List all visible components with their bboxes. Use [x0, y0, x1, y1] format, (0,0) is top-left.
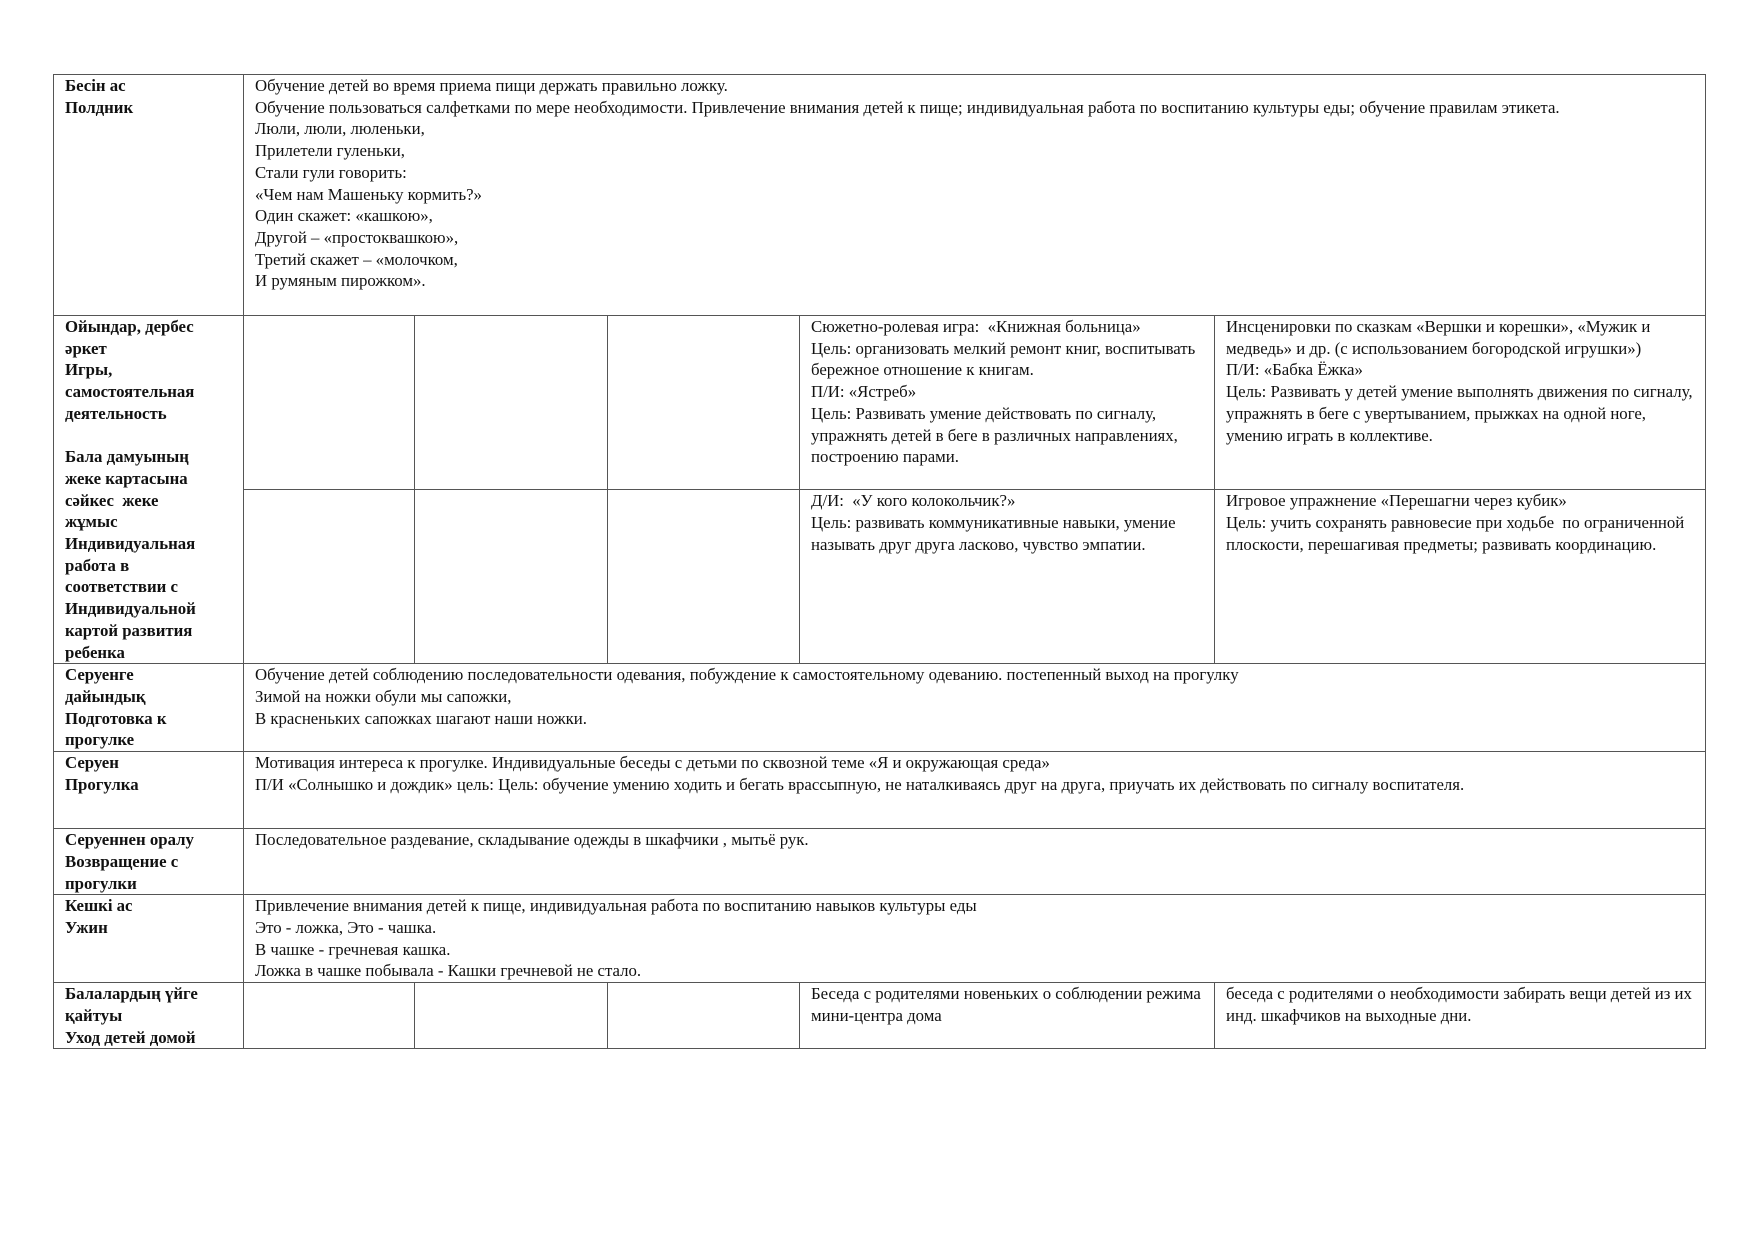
header-text: соответствии с: [65, 577, 178, 597]
row-header-games: [54, 316, 244, 664]
snack-content: [244, 75, 1706, 316]
individual-friday-cell: [1215, 490, 1706, 664]
empty-cell: [415, 490, 608, 664]
content-line: Цель: Развивать у детей умение выполнять движения по сигналу, упражнять в беге с увертыванием, прыжках на одной ноге, умению играть в коллективе.: [1226, 382, 1697, 445]
header-text: Серуенге: [65, 665, 134, 685]
return-content: [244, 829, 1706, 895]
table-row-going-home: [54, 983, 1706, 1049]
content-line: Цель: учить сохранять равновесие при ходьбе по ограниченной плоскости, перешагивая предметы; развивать координацию.: [1226, 512, 1689, 554]
poem-line: Прилетели гуленьки,: [255, 141, 405, 161]
content-line: Обучение детей во время приема пищи держать правильно ложку.: [255, 76, 728, 95]
header-text: Прогулка: [65, 774, 139, 794]
header-text: самостоятельная: [65, 382, 195, 402]
content-line: Последовательное раздевание, складывание одежды в шкафчики , мытьё рук.: [255, 830, 809, 850]
row-header-snack: [54, 75, 244, 316]
header-text: Серуеннен оралу: [65, 830, 194, 850]
poem-line: Ложка в чашке побывала - Кашки гречневой не стало.: [255, 961, 642, 981]
empty-cell: [608, 316, 800, 490]
header-text: Игры,: [65, 360, 113, 380]
poem-line: «Чем нам Машеньку кормить?»: [255, 184, 482, 204]
content-line: Цель: Развивать умение действовать по сигналу, упражнять детей в беге в различных направлениях, построению парами.: [811, 403, 1187, 467]
content-line: П/И: «Бабка Ёжка»: [1226, 360, 1363, 380]
header-text: жеке картасына: [65, 468, 188, 488]
row-header-walk-prep: [54, 664, 244, 752]
content-line: В красненьких сапожках шагают наши ножки.: [255, 708, 587, 728]
header-text: жұмыс: [65, 512, 118, 532]
content-line: Цель: организовать мелкий ремонт книг, воспитывать бережное отношение к книгам.: [811, 338, 1200, 380]
content-line: Сюжетно-ролевая игра: «Книжная больница»: [811, 317, 1141, 336]
header-text: Ужин: [65, 918, 108, 938]
dinner-content: [244, 895, 1706, 983]
games-thursday-cell: [800, 316, 1215, 490]
table-row-individual: [54, 490, 1706, 664]
header-text: Бесін ас: [65, 76, 126, 95]
table-row-return: [54, 829, 1706, 895]
header-text: прогулки: [65, 873, 137, 893]
content-line: Мотивация интереса к прогулке. Индивидуальные беседы с детьми по сквозной теме «Я и окружающая среда»: [255, 753, 1050, 773]
header-text: картой развития: [65, 620, 193, 640]
poem-line: Люли, люли, люленьки,: [255, 119, 425, 139]
games-friday-cell: [1215, 316, 1706, 490]
content-line: Привлечение внимания детей к пище, индивидуальная работа по воспитанию навыков культуры еды: [255, 896, 977, 916]
content-line: П/И «Солнышко и дождик» цель: Цель: обучение умению ходить и бегать врассыпную, не наталкиваясь друг на друга, приучать их действовать по сигналу воспитателя.: [255, 774, 1465, 794]
empty-cell: [244, 316, 415, 490]
header-text: Индивидуальная: [65, 534, 196, 554]
empty-cell: [608, 983, 800, 1049]
header-text: Возвращение с: [65, 851, 179, 871]
poem-line: Один скажет: «кашкою»,: [255, 206, 433, 226]
header-text: Серуен: [65, 753, 119, 773]
content-line: Цель: развивать коммуникативные навыки, умение называть друг друга ласково, чувство эмпатии.: [811, 512, 1180, 554]
table-row-dinner: [54, 895, 1706, 983]
row-header-return: [54, 829, 244, 895]
content-line: П/И: «Ястреб»: [811, 382, 917, 402]
poem-line: Это - ложка, Это - чашка.: [255, 918, 437, 938]
content-line: беседа с родителями о необходимости забирать вещи детей из их инд. шкафчиков на выходные дни.: [1226, 984, 1697, 1026]
header-text: деятельность: [65, 403, 167, 423]
table-row-games: [54, 316, 1706, 490]
poem-line: Третий скажет – «молочком,: [255, 249, 458, 269]
row-header-walk: [54, 752, 244, 829]
content-line: Обучение детей соблюдению последовательности одевания, побуждение к самостоятельному одеванию. постепенный выход на прогулку: [255, 665, 1239, 685]
content-line: Инсценировки по сказкам «Вершки и корешки», «Мужик и медведь» и др. (с использованием богородской игрушки»): [1226, 317, 1655, 358]
empty-cell: [244, 490, 415, 664]
empty-cell: [608, 490, 800, 664]
header-text: Кешкі ас: [65, 896, 133, 916]
header-text: әркет: [65, 338, 107, 358]
header-text: қайтуы: [65, 1006, 123, 1026]
header-text: работа в: [65, 555, 130, 575]
poem-line: И румяным пирожком».: [255, 271, 426, 291]
content-line: Беседа с родителями новеньких о соблюдении режима мини-центра дома: [811, 984, 1205, 1026]
header-text: прогулке: [65, 730, 135, 750]
header-text: ребенка: [65, 642, 125, 662]
poem-line: Стали гули говорить:: [255, 162, 407, 182]
empty-cell: [415, 316, 608, 490]
daily-plan-table: [53, 74, 1706, 1049]
row-header-dinner: [54, 895, 244, 983]
header-text: дайындық: [65, 686, 146, 706]
content-line: Игровое упражнение «Перешагни через кубик»: [1226, 491, 1567, 511]
table-row-snack: [54, 75, 1706, 316]
table-row-walk-prep: [54, 664, 1706, 752]
walk-prep-content: [244, 664, 1706, 752]
content-line: Обучение пользоваться салфетками по мере необходимости. Привлечение внимания детей к пище; индивидуальная работа по воспитанию культуры еды; обучение правилам этикета.: [255, 97, 1560, 117]
header-text: Индивидуальной: [65, 599, 196, 619]
header-text: Бала дамуының: [65, 447, 189, 467]
header-text: сәйкес жеке: [65, 490, 159, 510]
row-header-going-home: [54, 983, 244, 1049]
content-line: Зимой на ножки обули мы сапожки,: [255, 686, 512, 706]
header-text: Полдник: [65, 97, 134, 117]
poem-line: Другой – «простоквашкою»,: [255, 227, 459, 247]
empty-cell: [244, 983, 415, 1049]
header-text: Балалардың үйге: [65, 984, 198, 1004]
poem-line: В чашке - гречневая кашка.: [255, 939, 451, 959]
individual-thursday-cell: [800, 490, 1215, 664]
content-line: Д/И: «У кого колокольчик?»: [811, 491, 1016, 511]
going-home-friday-cell: [1215, 983, 1706, 1049]
table-row-walk: [54, 752, 1706, 829]
going-home-thursday-cell: [800, 983, 1215, 1049]
header-text: Уход детей домой: [65, 1027, 196, 1047]
header-text: Подготовка к: [65, 708, 167, 728]
walk-content: [244, 752, 1706, 829]
empty-cell: [415, 983, 608, 1049]
header-text: Ойындар, дербес: [65, 317, 194, 336]
